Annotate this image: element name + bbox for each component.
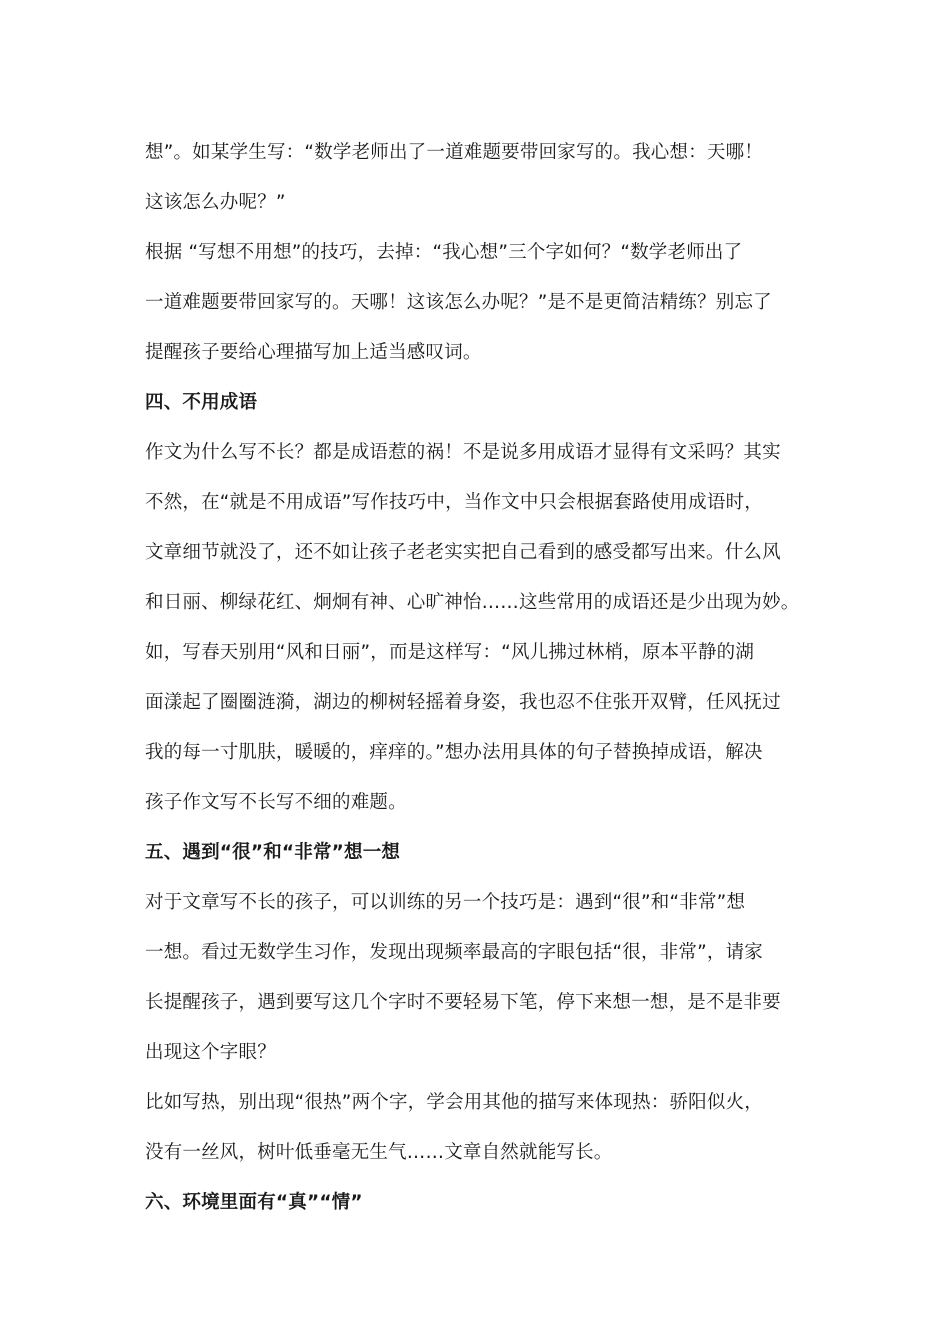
- paragraph: [145, 128, 810, 228]
- text-line: 没有一丝风，树叶低垂毫无生气……文章自然就能写长。: [145, 1142, 613, 1163]
- text-line: 对于文章写不长的孩子，可以训练的另一个技巧是：遇到“很”和“非常”想: [145, 892, 746, 913]
- text-line: 根据 “写想不用想”的技巧，去掉：“我心想”三个字如何？“数学老师出了: [145, 242, 743, 263]
- section-heading: 五、遇到“很”和“非常”想一想: [145, 842, 401, 863]
- text-line: 长提醒孩子，遇到要写这几个字时不要轻易下笔，停下来想一想，是不是非要: [145, 992, 781, 1013]
- text-line: 一道难题要带回家写的。天哪！这该怎么办呢？”是不是更简洁精练？别忘了: [145, 292, 772, 313]
- section-heading: 四、不用成语: [145, 392, 258, 413]
- section-heading: 六、环境里面有“真”“情”: [145, 1192, 363, 1213]
- text-line: 比如写热，别出现“很热”两个字，学会用其他的描写来体现热：骄阳似火，: [145, 1092, 763, 1113]
- text-line: 面漾起了圈圈涟漪，湖边的柳树轻摇着身姿，我也忍不住张开双臂，任风抚过: [145, 692, 781, 713]
- text-line: 和日丽、柳绿花红、炯炯有神、心旷神怡……这些常用的成语还是少出现为妙。: [145, 592, 800, 613]
- paragraph: [145, 878, 810, 1078]
- document-body: [145, 128, 810, 1228]
- text-line: 出现这个字眼？: [145, 1042, 276, 1063]
- text-line: 孩子作文写不长写不细的难题。: [145, 792, 407, 813]
- text-line: 一想。看过无数学生习作，发现出现频率最高的字眼包括“很，非常”，请家: [145, 942, 763, 963]
- text-line: 我的每一寸肌肤，暖暖的，痒痒的。”想办法用具体的句子替换掉成语，解决: [145, 742, 763, 763]
- text-line: 不然，在“就是不用成语”写作技巧中，当作文中只会根据套路使用成语时，: [145, 492, 763, 513]
- text-line: 这该怎么办呢？”: [145, 192, 286, 213]
- text-line: 提醒孩子要给心理描写加上适当感叹词。: [145, 342, 482, 363]
- text-line: 想”。如某学生写：“数学老师出了一道难题要带回家写的。我心想：天哪！: [145, 142, 763, 163]
- paragraph: [145, 1078, 810, 1178]
- text-line: 作文为什么写不长？都是成语惹的祸！不是说多用成语才显得有文采吗？其实: [145, 442, 781, 463]
- paragraph: [145, 228, 810, 378]
- text-line: 如，写春天别用“风和日丽”，而是这样写：“风儿拂过林梢，原本平静的湖: [145, 642, 755, 663]
- paragraph: [145, 428, 810, 828]
- text-line: 文章细节就没了，还不如让孩子老老实实把自己看到的感受都写出来。什么风: [145, 542, 781, 563]
